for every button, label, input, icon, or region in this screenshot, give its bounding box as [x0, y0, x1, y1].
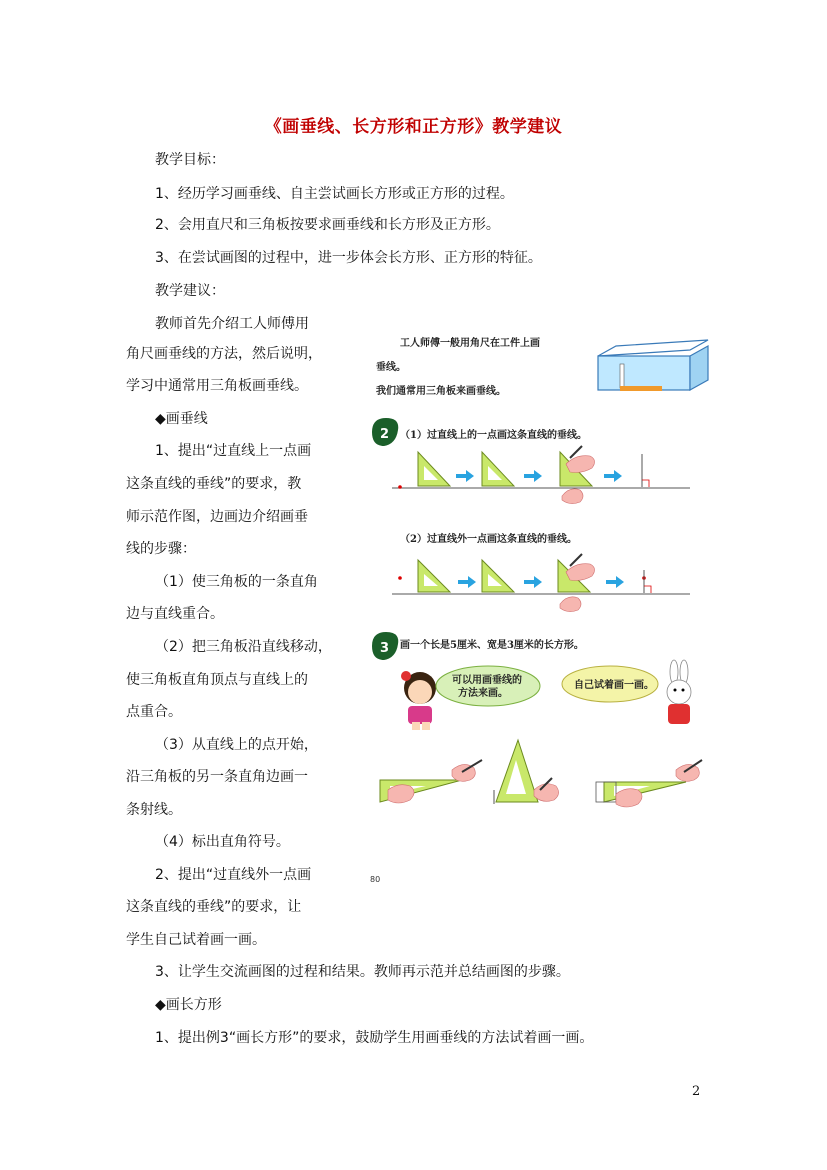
- section-heading: ◆画垂线: [155, 411, 208, 427]
- paragraph: 条射线。: [126, 802, 182, 818]
- paragraph: 沿三角板的另一条直角边画一: [126, 769, 308, 785]
- svg-text:方法来画。: 方法来画。: [458, 688, 508, 699]
- row-point-on-line: [392, 446, 690, 504]
- svg-text:2: 2: [380, 427, 390, 442]
- drawing-rectangle-steps: [380, 740, 702, 807]
- paragraph: 1、提出“过直线上一点画: [155, 443, 312, 459]
- workpiece-box: [598, 340, 708, 391]
- paragraph: 使三角板直角顶点与直线上的: [126, 672, 308, 688]
- paragraph: 教师首先介绍工人师傅用: [155, 316, 309, 332]
- row-point-outside-line: [392, 554, 690, 612]
- paragraph: 3、让学生交流画图的过程和结果。教师再示范并总结画图的步骤。: [155, 964, 570, 980]
- section-heading: ◆画长方形: [155, 997, 222, 1013]
- paragraph: 这条直线的垂线”的要求，教: [126, 476, 302, 492]
- paragraph: （3）从直线上的点开始，: [155, 737, 318, 753]
- rabbit-character: [667, 660, 691, 724]
- paragraph: 2、会用直尺和三角板按要求画垂线和长方形及正方形。: [155, 217, 500, 233]
- page-title: 《画垂线、长方形和正方形》教学建议: [264, 117, 563, 137]
- step-badge-3: [372, 632, 398, 660]
- step-badge-2: [372, 418, 398, 446]
- paragraph: （4）标出直角符号。: [155, 834, 290, 850]
- svg-text:自己试着画一画。: 自己试着画一画。: [574, 680, 654, 691]
- paragraph: 点重合。: [126, 704, 182, 720]
- paragraph: 1、经历学习画垂线、自主尝试画长方形或正方形的过程。: [155, 186, 514, 202]
- paragraph: （2）把三角板沿直线移动，: [155, 639, 332, 655]
- paragraph: 这条直线的垂线”的要求，让: [126, 899, 302, 915]
- paragraph: 角尺画垂线的方法，然后说明，: [126, 346, 322, 362]
- paragraph: 学习中通常用三角板画垂线。: [126, 378, 308, 394]
- figure-intro-text: 我们通常用三角板来画垂线。: [376, 386, 506, 397]
- paragraph: 2、提出“过直线外一点画: [155, 867, 312, 883]
- figure-step-text: 画一个长是5厘米、宽是3厘米的长方形。: [400, 640, 584, 651]
- paragraph: 教学建议：: [155, 283, 225, 299]
- paragraph: 学生自己试着画一画。: [126, 932, 266, 948]
- svg-text:3: 3: [380, 641, 390, 656]
- paragraph: 边与直线重合。: [126, 606, 224, 622]
- paragraph: 教学目标：: [155, 152, 225, 168]
- girl-character: [401, 671, 436, 730]
- figure-step-text: （2）过直线外一点画这条直线的垂线。: [400, 534, 577, 545]
- paragraph: 师示范作图，边画边介绍画垂: [126, 509, 308, 525]
- svg-text:可以用画垂线的: 可以用画垂线的: [452, 675, 522, 686]
- paragraph: 线的步骤：: [126, 541, 196, 557]
- book-page-number: 80: [370, 875, 381, 884]
- figure-intro-text: 垂线。: [376, 362, 406, 373]
- page-number: 2: [692, 1084, 701, 1099]
- textbook-illustration: [370, 320, 710, 890]
- speech-bubble-right: [562, 666, 658, 702]
- paragraph: （1）使三角板的一条直角: [155, 574, 318, 590]
- figure-step-text: （1）过直线上的一点画这条直线的垂线。: [400, 430, 587, 441]
- figure-intro-text: 工人师傅一般用角尺在工件上画: [400, 338, 540, 349]
- speech-bubble-left: [436, 666, 540, 706]
- paragraph: 3、在尝试画图的过程中，进一步体会长方形、正方形的特征。: [155, 250, 542, 266]
- paragraph: 1、提出例3“画长方形”的要求，鼓励学生用画垂线的方法试着画一画。: [155, 1030, 594, 1046]
